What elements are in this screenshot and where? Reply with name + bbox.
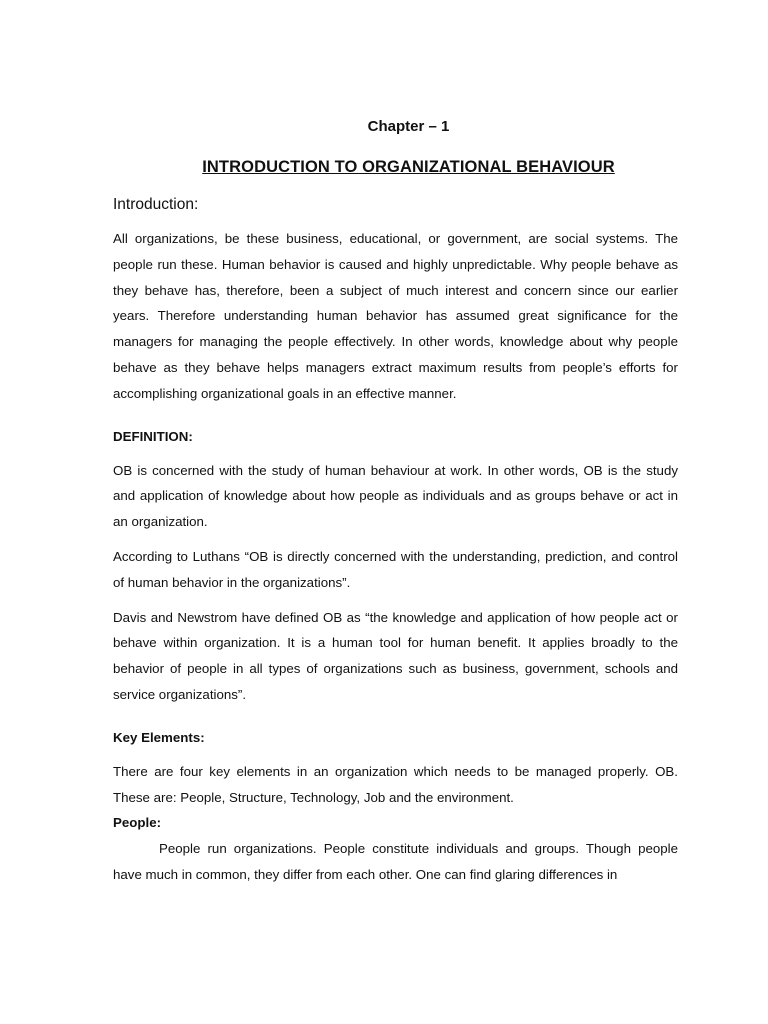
people-paragraph: People run organizations. People constitute individuals and groups. Though people have much in common, they differ from each other. One can find glaring differences in [113, 841, 678, 883]
page-content [113, 112, 678, 888]
key-elements-heading: Key Elements: [113, 729, 205, 745]
key-elements-paragraph: There are four key elements in an organization which needs to be managed properly. OB. These are: People, Structure, Technology, Job and the environment. [113, 763, 678, 805]
introduction-paragraph: All organizations, be these business, educational, or government, are social systems. The people run these. Human behavior is caused and highly unpredictable. Why people behave as they behave has, therefore, been a subject of much interest and concern since our earlier years. Therefore understanding human behavior has assumed great significance for the managers for managing the people effectively. In other words, knowledge about why people behave as they behave helps managers extract maximum results from people’s efforts for accomplishing organizational goals in an effective manner. [113, 231, 678, 401]
spacer [113, 535, 678, 544]
people-heading: People: [113, 815, 162, 831]
spacer [113, 751, 678, 759]
definition-paragraph-3: Davis and Newstrom have defined OB as “the knowledge and application of how people act or behave within organization. It is a human tool for human benefit. It applies broadly to the behavior of people in all types of organizations such as business, government, schools and service organizations”. [113, 609, 678, 702]
spacer [113, 596, 678, 605]
definition-paragraph-2: According to Luthans “OB is directly concerned with the understanding, prediction, and control of human behavior in the organizations”. [113, 548, 678, 590]
spacer [113, 407, 678, 424]
page-title: INTRODUCTION TO ORGANIZATIONAL BEHAVIOUR [202, 158, 615, 176]
spacer [113, 708, 678, 725]
definition-heading: DEFINITION: [113, 428, 193, 444]
definition-paragraph-1: OB is concerned with the study of human behaviour at work. In other words, OB is the study and application of knowledge about how people as individuals and as groups behave or act in an organization. [113, 462, 678, 530]
chapter-label: Chapter – 1 [367, 118, 450, 135]
introduction-heading: Introduction: [113, 196, 199, 213]
spacer [113, 450, 678, 458]
